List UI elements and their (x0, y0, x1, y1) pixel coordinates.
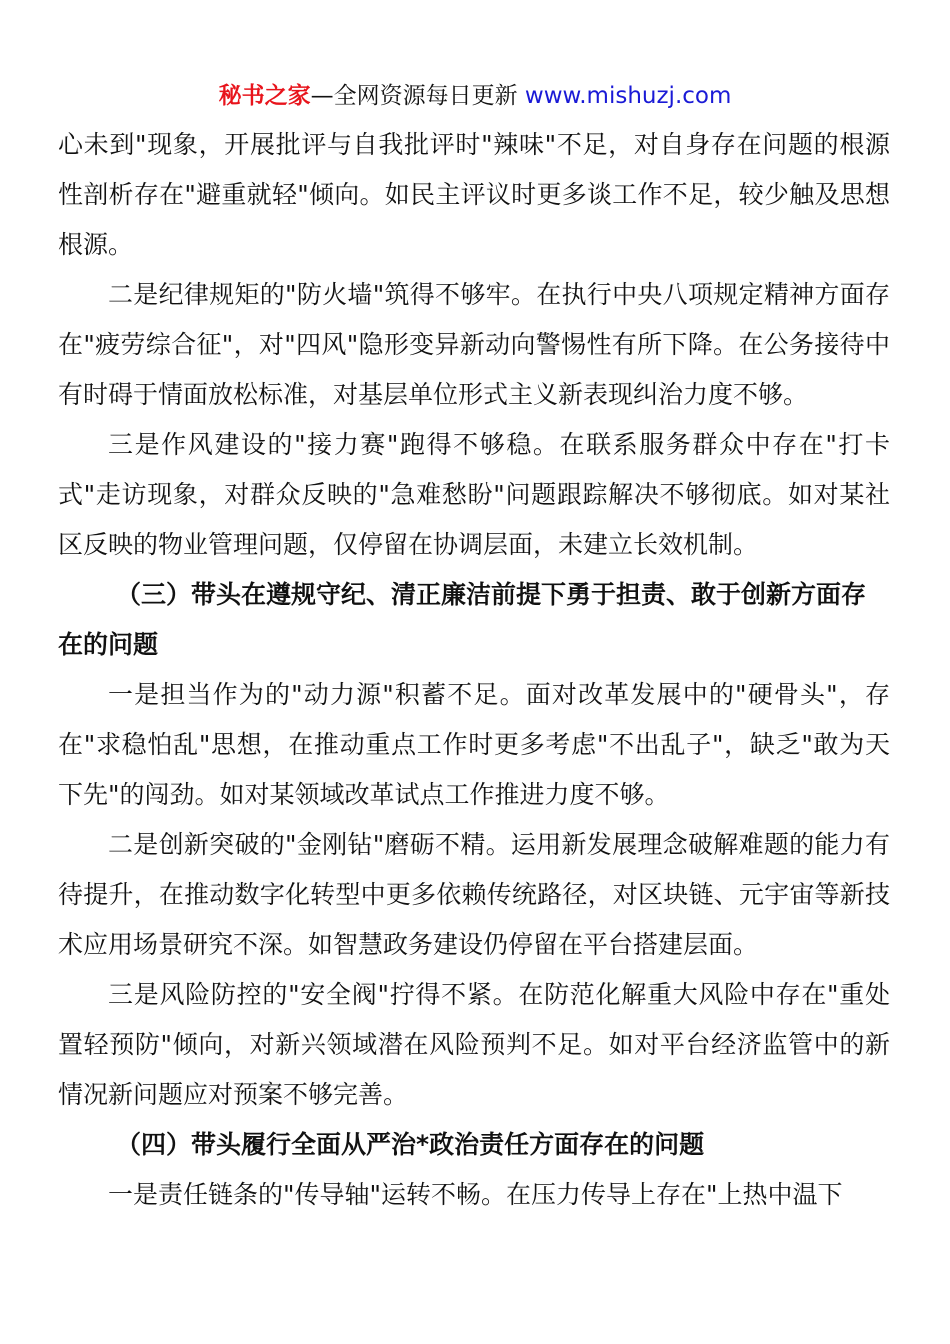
paragraph-innovation: 二是创新突破的"金刚钻"磨砺不精。运用新发展理念破解难题的能力有待提升，在推动数字化转型中更多依赖传统路径，对区块链、元宇宙等新技术应用场景研究不深。如智慧政务建设仍停留在平台搭建层面。 (58, 830, 890, 959)
section-heading-4: （四）带头履行全面从严治*政治责任方面存在的问题 (116, 1130, 705, 1159)
page-header (0, 82, 950, 110)
section-heading-3: （三）带头在遵规守纪、清正廉洁前提下勇于担责、敢于创新方面存在的问题 (58, 580, 867, 659)
document-body (58, 120, 890, 1220)
header-site-url: www.mishuzj.com (524, 83, 732, 109)
paragraph-responsibility-chain: 一是责任链条的"传导轴"运转不畅。在压力传导上存在"上热中温下 (108, 1180, 843, 1209)
header-tagline: —全网资源每日更新 (310, 83, 525, 109)
paragraph-work-style: 三是作风建设的"接力赛"跑得不够稳。在联系服务群众中存在"打卡式"走访现象，对群众反映的"急难愁盼"问题跟踪解决不够彻底。如对某社区反映的物业管理问题，仅停留在协调层面，未建立长效机制。 (58, 430, 890, 559)
paragraph-risk-control: 三是风险防控的"安全阀"拧得不紧。在防范化解重大风险中存在"重处置轻预防"倾向，对新兴领域潜在风险预判不足。如对平台经济监管中的新情况新问题应对预案不够完善。 (58, 980, 890, 1109)
paragraph-continuation: 心未到"现象，开展批评与自我批评时"辣味"不足，对自身存在问题的根源性剖析存在"避重就轻"倾向。如民主评议时更多谈工作不足，较少触及思想根源。 (58, 130, 890, 259)
paragraph-responsibility: 一是担当作为的"动力源"积蓄不足。面对改革发展中的"硬骨头"，存在"求稳怕乱"思想，在推动重点工作时更多考虑"不出乱子"，缺乏"敢为天下先"的闯劲。如对某领域改革试点工作推进力度不够。 (58, 680, 890, 809)
header-brand: 秘书之家 (218, 83, 311, 109)
paragraph-discipline: 二是纪律规矩的"防火墙"筑得不够牢。在执行中央八项规定精神方面存在"疲劳综合征"，对"四风"隐形变异新动向警惕性有所下降。在公务接待中有时碍于情面放松标准，对基层单位形式主义新表现纠治力度不够。 (58, 280, 890, 409)
